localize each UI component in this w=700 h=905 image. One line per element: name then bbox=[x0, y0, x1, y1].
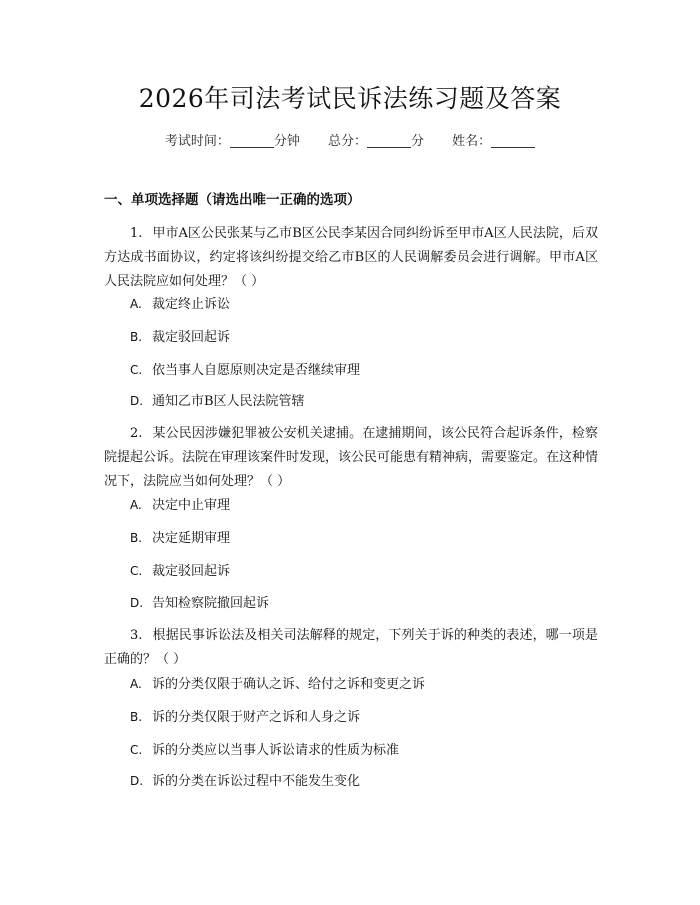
exam-info-line bbox=[0, 132, 700, 152]
name-label: 姓名： bbox=[452, 134, 492, 149]
page-title: 2026年司法考试民诉法练习题及答案 bbox=[138, 84, 562, 113]
option-letter: D. bbox=[130, 394, 144, 408]
question-3-option-a bbox=[130, 674, 425, 695]
question-number: 3. bbox=[130, 628, 143, 643]
total-score-blank bbox=[367, 133, 411, 148]
option-text: 通知乙市B区人民法院管辖 bbox=[152, 394, 305, 409]
question-2 bbox=[104, 422, 598, 494]
option-letter: A. bbox=[130, 498, 142, 512]
option-text: 决定中止审理 bbox=[152, 498, 231, 513]
question-text: 某公民因涉嫌犯罪被公安机关逮捕。在逮捕期间，该公民符合起诉条件，检察院提起公诉。法院在审理该案件时发现，该公民可能患有精神病，需要鉴定。在这种情况下，法院应当如何处理？（ ） bbox=[104, 426, 599, 489]
question-number: 2. bbox=[130, 426, 143, 441]
option-text: 诉的分类仅限于确认之诉、给付之诉和变更之诉 bbox=[152, 677, 426, 692]
option-letter: B. bbox=[130, 330, 143, 344]
option-letter: B. bbox=[130, 531, 143, 545]
question-3-option-c bbox=[130, 740, 399, 761]
question-1-option-d bbox=[130, 391, 305, 412]
exam-time-field bbox=[165, 132, 300, 152]
option-letter: B. bbox=[130, 710, 143, 724]
option-letter: D. bbox=[130, 596, 144, 610]
total-score-unit: 分 bbox=[411, 134, 425, 149]
question-2-option-c bbox=[130, 561, 230, 582]
option-letter: C. bbox=[130, 743, 143, 757]
total-score-field bbox=[328, 132, 424, 152]
option-text: 裁定驳回起诉 bbox=[152, 564, 231, 579]
option-letter: A. bbox=[130, 297, 142, 311]
question-number: 1. bbox=[130, 226, 143, 241]
option-text: 诉的分类仅限于财产之诉和人身之诉 bbox=[152, 710, 361, 725]
question-3-option-b bbox=[130, 707, 360, 728]
exam-time-unit: 分钟 bbox=[273, 134, 300, 149]
option-letter: C. bbox=[130, 363, 143, 377]
option-text: 决定延期审理 bbox=[152, 531, 231, 546]
question-1-option-b bbox=[130, 327, 230, 348]
question-2-option-a bbox=[130, 495, 230, 516]
question-3-option-d bbox=[130, 771, 360, 792]
question-1 bbox=[104, 222, 598, 294]
question-2-option-d bbox=[130, 593, 269, 614]
total-score-label: 总分： bbox=[327, 134, 367, 149]
option-text: 告知检察院撤回起诉 bbox=[152, 596, 270, 611]
section-heading: 一、单项选择题（请选出唯一正确的选项） bbox=[104, 192, 361, 208]
question-2-option-b bbox=[130, 528, 230, 549]
option-letter: C. bbox=[130, 564, 143, 578]
exam-time-blank bbox=[230, 133, 274, 148]
exam-time-label: 考试时间： bbox=[164, 134, 230, 149]
option-text: 裁定终止诉讼 bbox=[152, 297, 231, 312]
question-text: 甲市A区公民张某与乙市B区公民李某因合同纠纷诉至甲市A区人民法院，后双方达成书面协议，约定将该纠纷提交给乙市B区的人民调解委员会进行调解。甲市A区人民法院应如何处理？（ ） bbox=[104, 226, 598, 289]
question-1-option-a bbox=[130, 294, 230, 315]
option-letter: D. bbox=[130, 774, 144, 788]
question-3 bbox=[104, 624, 598, 672]
option-text: 依当事人自愿原则决定是否继续审理 bbox=[152, 363, 361, 378]
option-letter: A. bbox=[130, 677, 142, 691]
name-blank bbox=[491, 133, 535, 148]
question-text: 根据民事诉讼法及相关司法解释的规定，下列关于诉的种类的表述，哪一项是正确的？（ ） bbox=[104, 628, 598, 667]
name-field bbox=[452, 132, 535, 152]
option-text: 裁定驳回起诉 bbox=[152, 330, 231, 345]
question-1-option-c bbox=[130, 360, 360, 381]
option-text: 诉的分类应以当事人诉讼请求的性质为标准 bbox=[152, 743, 400, 758]
option-text: 诉的分类在诉讼过程中不能发生变化 bbox=[152, 774, 361, 789]
